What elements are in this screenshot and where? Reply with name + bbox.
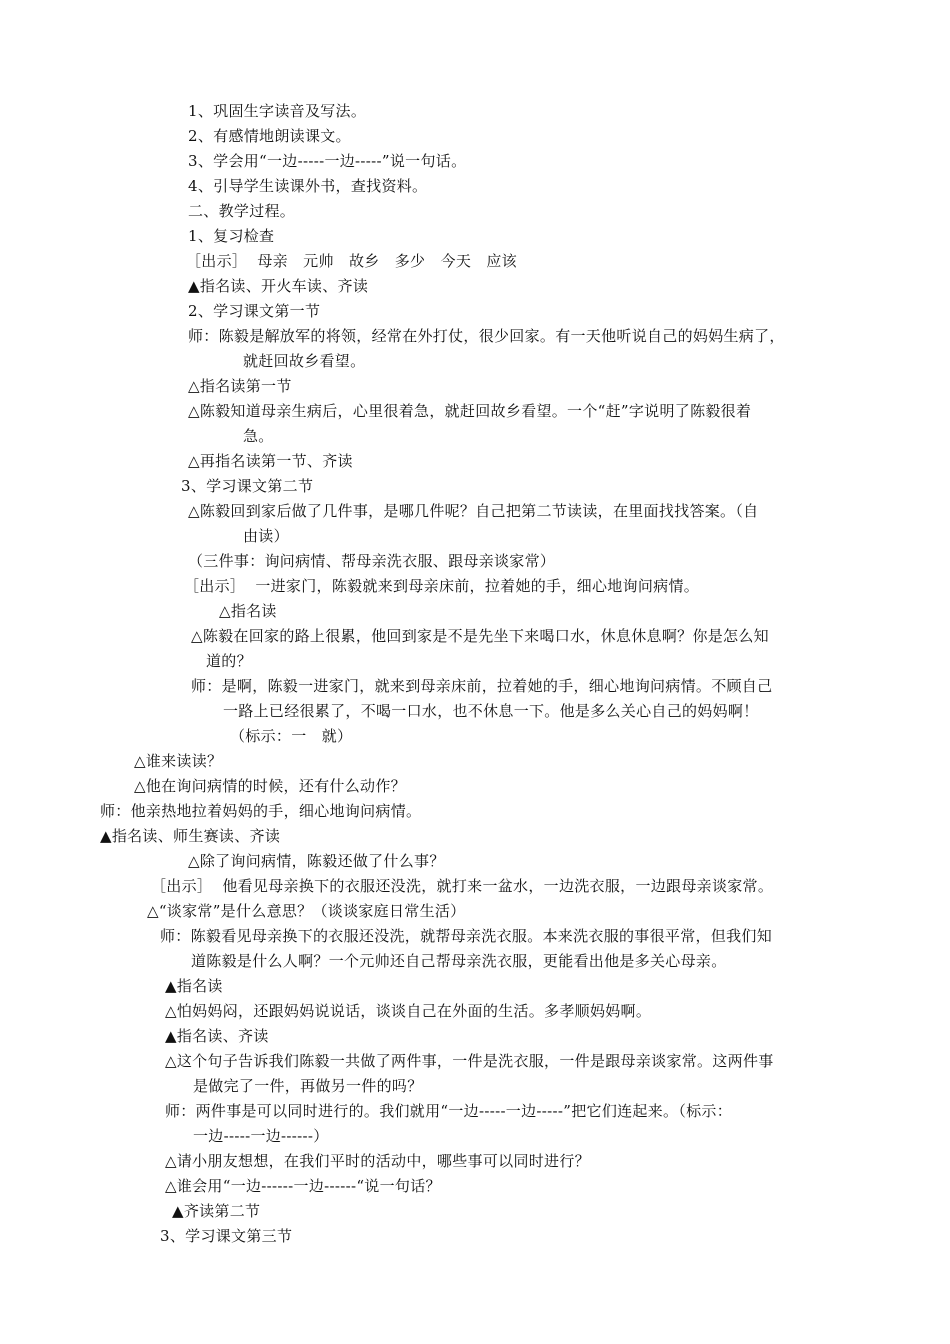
- text-line: ▲齐读第二节: [172, 1202, 261, 1220]
- text-line: △除了询问病情，陈毅还做了什么事？: [188, 852, 445, 870]
- text-line: 急。: [243, 427, 274, 445]
- text-line: △请小朋友想想，在我们平时的活动中，哪些事可以同时进行？: [165, 1152, 590, 1170]
- text-line: 道陈毅是什么人啊？一个元帅还自己帮母亲洗衣服，更能看出他是多关心母亲。: [191, 952, 727, 970]
- text-line: 一路上已经很累了，不喝一口水，也不休息一下。他是多么关心自己的妈妈啊！: [223, 702, 759, 720]
- display-words-line: ［出示］ 母亲 元帅 故乡 多少 今天 应该: [186, 252, 517, 270]
- objective-line-2: 2、有感情地朗读课文。: [188, 127, 351, 145]
- text-line: △陈毅回到家后做了几件事，是哪几件呢？自己把第二节读读，在里面找找答案。（自: [188, 502, 759, 520]
- text-line: △谁来读读？: [134, 752, 223, 770]
- text-line: △指名读第一节: [188, 377, 292, 395]
- display-sentence-line: ［出示］ 他看见母亲换下的衣服还没洗，就打来一盆水，一边洗衣服，一边跟母亲谈家常。: [151, 877, 774, 895]
- text-line: 由读）: [243, 527, 289, 545]
- step-heading-review: 1、复习检查: [188, 227, 275, 245]
- objective-line-3: 3、学会用“一边-----一边-----”说一句话。: [188, 152, 467, 170]
- text-line: （三件事：询问病情、帮母亲洗衣服、跟母亲谈家常）: [188, 552, 556, 570]
- text-line: 一边-----一边------）: [193, 1127, 329, 1145]
- step-heading-section-3: 3、学习课文第三节: [160, 1227, 293, 1245]
- step-heading-section-1: 2、学习课文第一节: [188, 302, 321, 320]
- text-line: △陈毅在回家的路上很累，他回到家是不是先坐下来喝口水，休息休息啊？你是怎么知: [191, 627, 769, 645]
- text-line: ▲指名读: [165, 977, 223, 995]
- text-line: 师：陈毅看见母亲换下的衣服还没洗，就帮母亲洗衣服。本来洗衣服的事很平常，但我们知: [160, 927, 773, 945]
- text-line: ▲指名读、齐读: [165, 1027, 269, 1045]
- text-line: 是做完了一件，再做另一件的吗？: [193, 1077, 423, 1095]
- text-line: △陈毅知道母亲生病后，心里很着急，就赶回故乡看望。一个“赶”字说明了陈毅很着: [188, 402, 752, 420]
- text-line: △怕妈妈闷，还跟妈妈说说话，谈谈自己在外面的生活。多孝顺妈妈啊。: [165, 1002, 652, 1020]
- text-line: 师：他亲热地拉着妈妈的手，细心地询问病情。: [100, 802, 422, 820]
- text-line: （标示：一 就）: [230, 727, 353, 745]
- objective-line-4: 4、引导学生读课外书，查找资料。: [188, 177, 428, 195]
- step-heading-section-2: 3、学习课文第二节: [181, 477, 314, 495]
- text-line: 道的？: [206, 652, 252, 670]
- display-sentence-line: ［出示］ 一进家门，陈毅就来到母亲床前，拉着她的手，细心地询问病情。: [184, 577, 700, 595]
- text-line: 师：两件事是可以同时进行的。我们就用“一边-----一边-----”把它们连起来。（标示：: [165, 1102, 733, 1120]
- text-line: 师：陈毅是解放军的将领，经常在外打仗，很少回家。有一天他听说自己的妈妈生病了，: [188, 327, 785, 345]
- text-line: △指名读: [219, 602, 277, 620]
- objective-line-1: 1、巩固生字读音及写法。: [188, 102, 367, 120]
- text-line: 就赶回故乡看望。: [243, 352, 366, 370]
- text-line: △“谈家常”是什么意思？（谈谈家庭日常生活）: [147, 902, 466, 920]
- text-line: 师：是啊，陈毅一进家门，就来到母亲床前，拉着她的手，细心地询问病情。不顾自己: [191, 677, 773, 695]
- text-line: ▲指名读、师生赛读、齐读: [100, 827, 281, 845]
- text-line: △谁会用“一边------一边------“说一句话？: [165, 1177, 441, 1195]
- text-line: △他在询问病情的时候，还有什么动作？: [134, 777, 406, 795]
- section-heading-process: 二、教学过程。: [188, 202, 296, 220]
- text-line: △再指名读第一节、齐读: [188, 452, 353, 470]
- text-line: △这个句子告诉我们陈毅一共做了两件事，一件是洗衣服，一件是跟母亲谈家常。这两件事: [165, 1052, 774, 1070]
- text-line: ▲指名读、开火车读、齐读: [188, 277, 369, 295]
